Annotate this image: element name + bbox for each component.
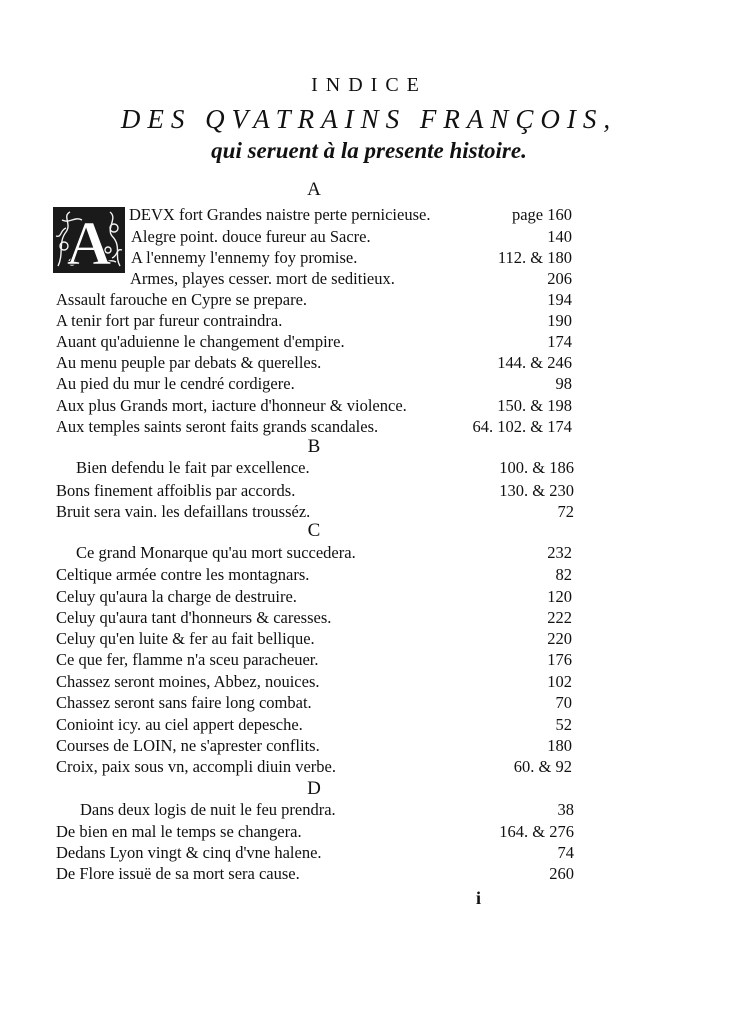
entry-page: 60. & 92 [513,757,572,776]
entry-text: Ce que fer, flamme n'a sceu paracheuer. [56,650,319,669]
entry-text: DEVX fort Grandes naistre perte pernicieuse. [129,205,431,224]
entry-text: Bien defendu le fait par excellence. [76,458,310,477]
entry-text: Celuy qu'en luite & fer au fait bellique. [56,629,315,648]
entry-page: 38 [557,800,574,819]
entry-page: 82 [555,565,572,584]
index-entry [56,864,574,884]
entry-page: 140 [547,227,572,246]
entry-page: 174 [547,332,572,351]
entry-page: 64. 102. & 174 [472,417,572,436]
entry-page: 222 [547,608,572,627]
entry-page: 102 [547,672,572,691]
entry-page: 190 [547,311,572,330]
ornamental-dropcap [52,206,126,274]
index-entry [56,353,572,373]
entry-text: De bien en mal le temps se changera. [56,822,302,841]
entry-page: 220 [547,629,572,648]
index-entry [56,311,572,331]
index-entry [80,800,574,820]
entry-text: Courses de LOIN, ne s'aprester conflits. [56,736,320,755]
entry-page: page 160 [511,205,572,224]
entry-page: 52 [555,715,572,734]
index-entry [56,650,572,670]
index-entry [56,693,572,713]
index-title: INDICE [311,74,427,96]
section-letter: B [307,436,321,457]
entry-page: 150. & 198 [497,396,572,415]
index-entry [56,822,574,842]
index-entry [56,332,572,352]
entry-text: Conioint icy. au ciel appert depesche. [56,715,303,734]
index-entry [56,374,572,394]
entry-page: 260 [549,864,574,883]
index-entry [129,205,572,225]
entry-text: Croix, paix sous vn, accompli diuin verbe. [56,757,336,776]
index-entry [131,248,572,268]
entry-page: 180 [547,736,572,755]
entry-page: 232 [547,543,572,562]
entry-page: 176 [547,650,572,669]
entry-text: Celuy qu'aura tant d'honneurs & caresses. [56,608,332,627]
index-entry [56,757,572,777]
index-entry [130,269,572,289]
entry-page: 120 [547,587,572,606]
entry-page: 206 [547,269,572,288]
entry-text: Alegre point. douce fureur au Sacre. [131,227,371,246]
entry-text: A l'ennemy l'ennemy foy promise. [131,248,358,267]
entry-text: De Flore issuë de sa mort sera cause. [56,864,300,883]
section-letter: C [307,520,321,541]
entry-text: Ce grand Monarque qu'au mort succedera. [76,543,356,562]
entry-text: Dedans Lyon vingt & cinq d'vne halene. [56,843,322,862]
entry-page: 70 [555,693,572,712]
entry-text: A tenir fort par fureur contraindra. [56,311,283,330]
index-entry [56,843,574,863]
entry-text: Bons finement affoiblis par accords. [56,481,296,500]
entry-text: Chassez seront moines, Abbez, nouices. [56,672,320,691]
index-entry [56,481,574,501]
entry-page: 74 [557,843,574,862]
entry-page: 164. & 276 [499,822,574,841]
index-entry [131,227,572,247]
index-entry [56,587,572,607]
index-subtitle: DES QVATRAINS FRANÇOIS, [120,104,618,134]
entry-text: Celuy qu'aura la charge de destruire. [56,587,297,606]
entry-text: Chassez seront sans faire long combat. [56,693,312,712]
entry-page: 98 [555,374,572,393]
index-entry [56,608,572,628]
entry-page: 72 [557,502,574,521]
svg-text:A: A [66,210,112,274]
index-entry [56,629,572,649]
section-letter: A [307,179,321,200]
entry-text: Armes, playes cesser. mort de seditieux. [130,269,395,288]
entry-text: Auant qu'aduienne le changement d'empire. [56,332,345,351]
index-entry [56,502,574,522]
section-letter: D [307,778,321,799]
index-entry [56,672,572,692]
entry-text: Bruit sera vain. les defaillans trousséz. [56,502,311,521]
index-entry [56,736,572,756]
entry-page: 194 [547,290,572,309]
entry-page: 130. & 230 [499,481,574,500]
entry-text: Assault farouche en Cypre se prepare. [56,290,308,309]
entry-text: Dans deux logis de nuit le feu prendra. [80,800,336,819]
entry-text: Au pied du mur le cendré cordigere. [56,374,295,393]
index-entry [76,543,572,563]
signature-mark: i [476,888,482,908]
index-caption: qui seruent à la presente histoire. [211,138,527,163]
entry-page: 112. & 180 [497,248,572,267]
index-entry [56,715,572,735]
entry-text: Au menu peuple par debats & querelles. [56,353,322,372]
entry-text: Aux plus Grands mort, iacture d'honneur & violence. [56,396,407,415]
entry-page: 144. & 246 [497,353,572,372]
index-entry [56,565,572,585]
index-entry [56,396,572,416]
index-entry [56,290,572,310]
index-entry [56,417,572,437]
entry-page: 100. & 186 [499,458,574,477]
entry-text: Celtique armée contre les montagnars. [56,565,310,584]
entry-text: Aux temples saints seront faits grands scandales. [56,417,379,436]
index-entry [76,458,574,478]
